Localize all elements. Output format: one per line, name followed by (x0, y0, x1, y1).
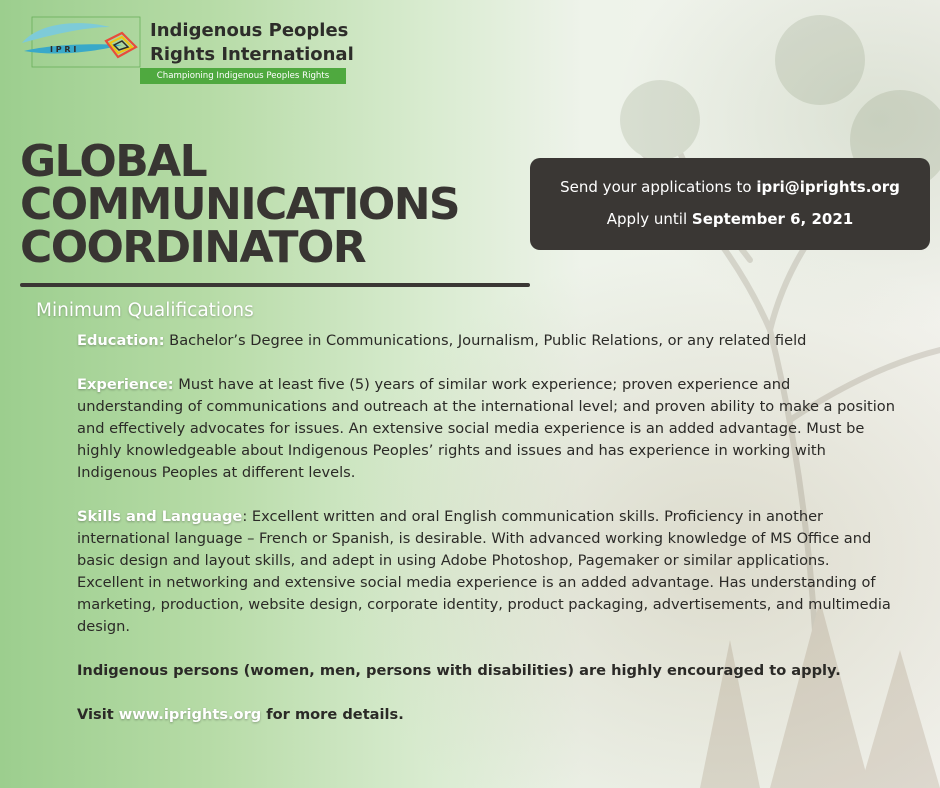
org-name-line2: Rights International (150, 44, 354, 65)
job-title-line3: COORDINATOR (20, 222, 366, 273)
encouragement-paragraph: Indigenous persons (women, men, persons with disabilities) are highly encouraged to apply. (77, 662, 841, 679)
org-logo (18, 15, 354, 85)
job-title-line2: COMMUNICATIONS (20, 179, 460, 230)
org-tagline: Championing Indigenous Peoples Rights (140, 68, 346, 84)
skills-paragraph (77, 506, 897, 638)
skills-text: : Excellent written and oral English communication skills. Proficiency in another international language – French or Spanish, is desirable. With advanced working knowledge of MS Office and basic design and layout skills, and adept in using Adobe Photoshop, Pagemaker or similar applications. Excellent in networking and extensive social media experience is an added advantage. Has understanding of marketing, production, website design, corporate identity, product packaging, advertisements, and multimedia design. (77, 508, 891, 635)
visit-prefix: Visit (77, 706, 119, 723)
job-title (20, 136, 520, 273)
skills-label: Skills and Language (77, 508, 243, 525)
experience-paragraph (77, 374, 897, 484)
title-divider (20, 283, 530, 287)
education-text: Bachelor’s Degree in Communications, Journalism, Public Relations, or any related field (164, 332, 807, 349)
send-applications-line (530, 178, 930, 196)
send-applications-text: Send your applications to (560, 178, 757, 196)
website-link[interactable]: www.iprights.org (118, 706, 262, 723)
deadline-text: Apply until (606, 210, 692, 228)
visit-suffix: for more details. (261, 706, 404, 723)
ipri-logo-icon (18, 15, 143, 70)
education-label: Education: (77, 332, 165, 349)
logo-letters: I P R I (50, 45, 77, 54)
job-title-line1: GLOBAL (20, 136, 207, 187)
section-title: Minimum Qualifications (36, 300, 254, 321)
org-name-line1: Indigenous Peoples (150, 20, 349, 41)
experience-text: Must have at least five (5) years of similar work experience; proven experience and understanding of communications and outreach at the international level; and proven ability to make a position and effectively advocates for issues. An extensive social media experience is an added advantage. Must be highly knowledgeable about Indigenous Peoples’ rights and issues and has experience in working with Indigenous Peoples at different levels. (77, 376, 895, 481)
application-deadline: September 6, 2021 (691, 210, 854, 228)
experience-label: Experience: (77, 376, 174, 393)
visit-paragraph (77, 704, 897, 726)
education-paragraph (77, 330, 897, 352)
deadline-line (530, 210, 930, 228)
application-email[interactable]: ipri@iprights.org (756, 178, 900, 196)
qualifications-body (77, 330, 897, 748)
application-info-box (530, 158, 930, 250)
org-name (150, 19, 354, 67)
